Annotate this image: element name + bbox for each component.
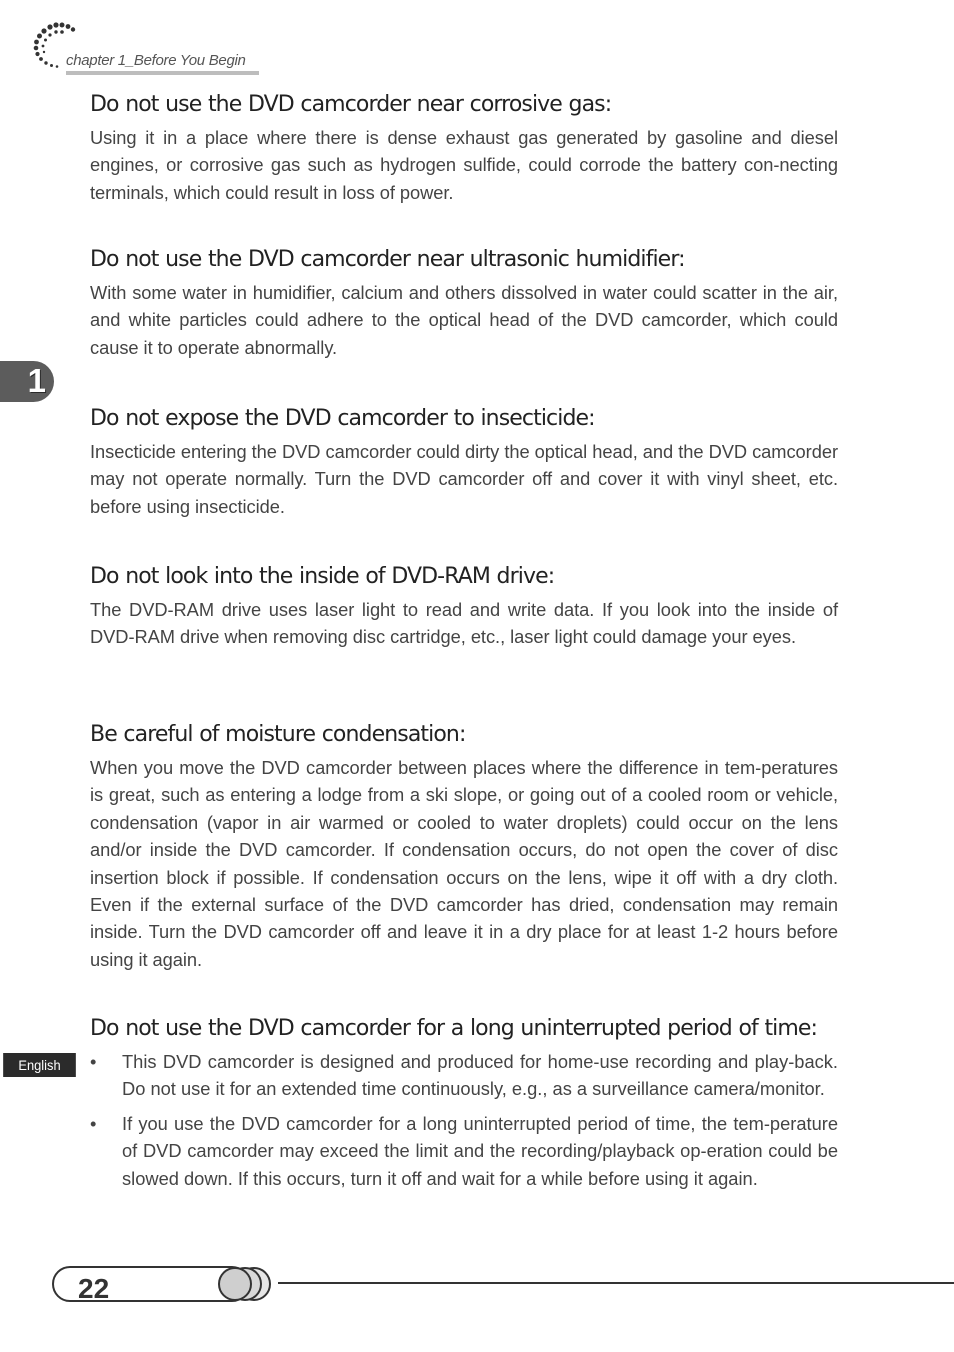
section-body: With some water in humidifier, calcium and others dissolved in water could scatter in the air, and white particles could adhere to the optical head of the DVD camcorder, which could cause it to operate abnormally. xyxy=(90,282,838,358)
section-heading: Do not expose the DVD camcorder to insecticide: xyxy=(90,406,595,431)
section-body: The DVD-RAM drive uses laser light to read and write data. If you look into the inside of DVD-RAM drive when removing disc cartridge, etc., laser light could damage your eyes. xyxy=(90,599,838,648)
language-tab: English xyxy=(3,1053,76,1077)
list-item-text: If you use the DVD camcorder for a long uninterrupted period of time, the tem-perature of DVD camcorder may exceed the limit and the recording/playback op-eration could be slowed down. If this occurs, turn it off and wait for a while before using it again. xyxy=(122,1112,838,1189)
footer-rule xyxy=(278,1282,954,1284)
bullet-list xyxy=(90,1048,838,1192)
list-item-text: This DVD camcorder is designed and produced for home-use recording and play-back. Do not use it for an extended time continuously, e.g., as a surveillance camera/monitor. xyxy=(122,1051,838,1100)
section-long-use xyxy=(90,1012,838,1192)
section-body: Using it in a place where there is dense exhaust gas generated by gasoline and diesel engines, or corrosive gas such as hydrogen sulfide, could corrode the battery con-necting terminals, which could result in loss of power. xyxy=(90,127,838,203)
section-heading: Do not use the DVD camcorder for a long uninterrupted period of time: xyxy=(90,1016,818,1041)
list-item xyxy=(90,1110,838,1192)
section-corrosive-gas xyxy=(90,88,838,243)
bullet-icon: • xyxy=(90,1051,97,1072)
page-footer xyxy=(0,1262,954,1306)
overlapping-circles-icon xyxy=(214,1264,284,1304)
page-number: 22 xyxy=(78,1273,110,1304)
bullet-icon: • xyxy=(90,1112,97,1134)
section-body: Insecticide entering the DVD camcorder could dirty the optical head, and the DVD camcorder may not operate normally. Turn the DVD camcorder off and cover it with vinyl sheet, etc. before using insecticide. xyxy=(90,441,838,517)
section-heading: Do not use the DVD camcorder near ultrasonic humidifier: xyxy=(90,247,685,272)
section-moisture-condensation xyxy=(90,718,838,1012)
section-ultrasonic-humidifier xyxy=(90,243,838,402)
chapter-tab xyxy=(0,361,54,402)
chapter-label: chapter 1_Before You Begin xyxy=(66,51,259,75)
section-heading: Do not look into the inside of DVD-RAM drive: xyxy=(90,564,555,589)
main-content xyxy=(90,88,838,1199)
section-insecticide xyxy=(90,402,838,560)
chapter-tab-number: 1 xyxy=(27,362,46,399)
section-body: When you move the DVD camcorder between places where the difference in tem-peratures is great, such as entering a lodge from a ski slope, or going out of a cooled room or vehicle, condensation (vapor in air warmed or cooled to water droplets) could occur on the lens and/or inside the DVD camcorder. If condensation occurs, do not open the cover of disc insertion block if possible. If condensation occurs on the lens, wipe it off with a dry cloth. Even if the external surface of the DVD camcorder has dried, condensation may remain inside. Turn the DVD camcorder off and leave it in a dry place for at least 1-2 hours before using it again. xyxy=(90,757,838,970)
section-heading: Be careful of moisture condensation: xyxy=(90,722,466,747)
section-dvd-ram-drive xyxy=(90,560,838,718)
section-heading: Do not use the DVD camcorder near corrosive gas: xyxy=(90,92,612,117)
list-item xyxy=(90,1048,838,1103)
